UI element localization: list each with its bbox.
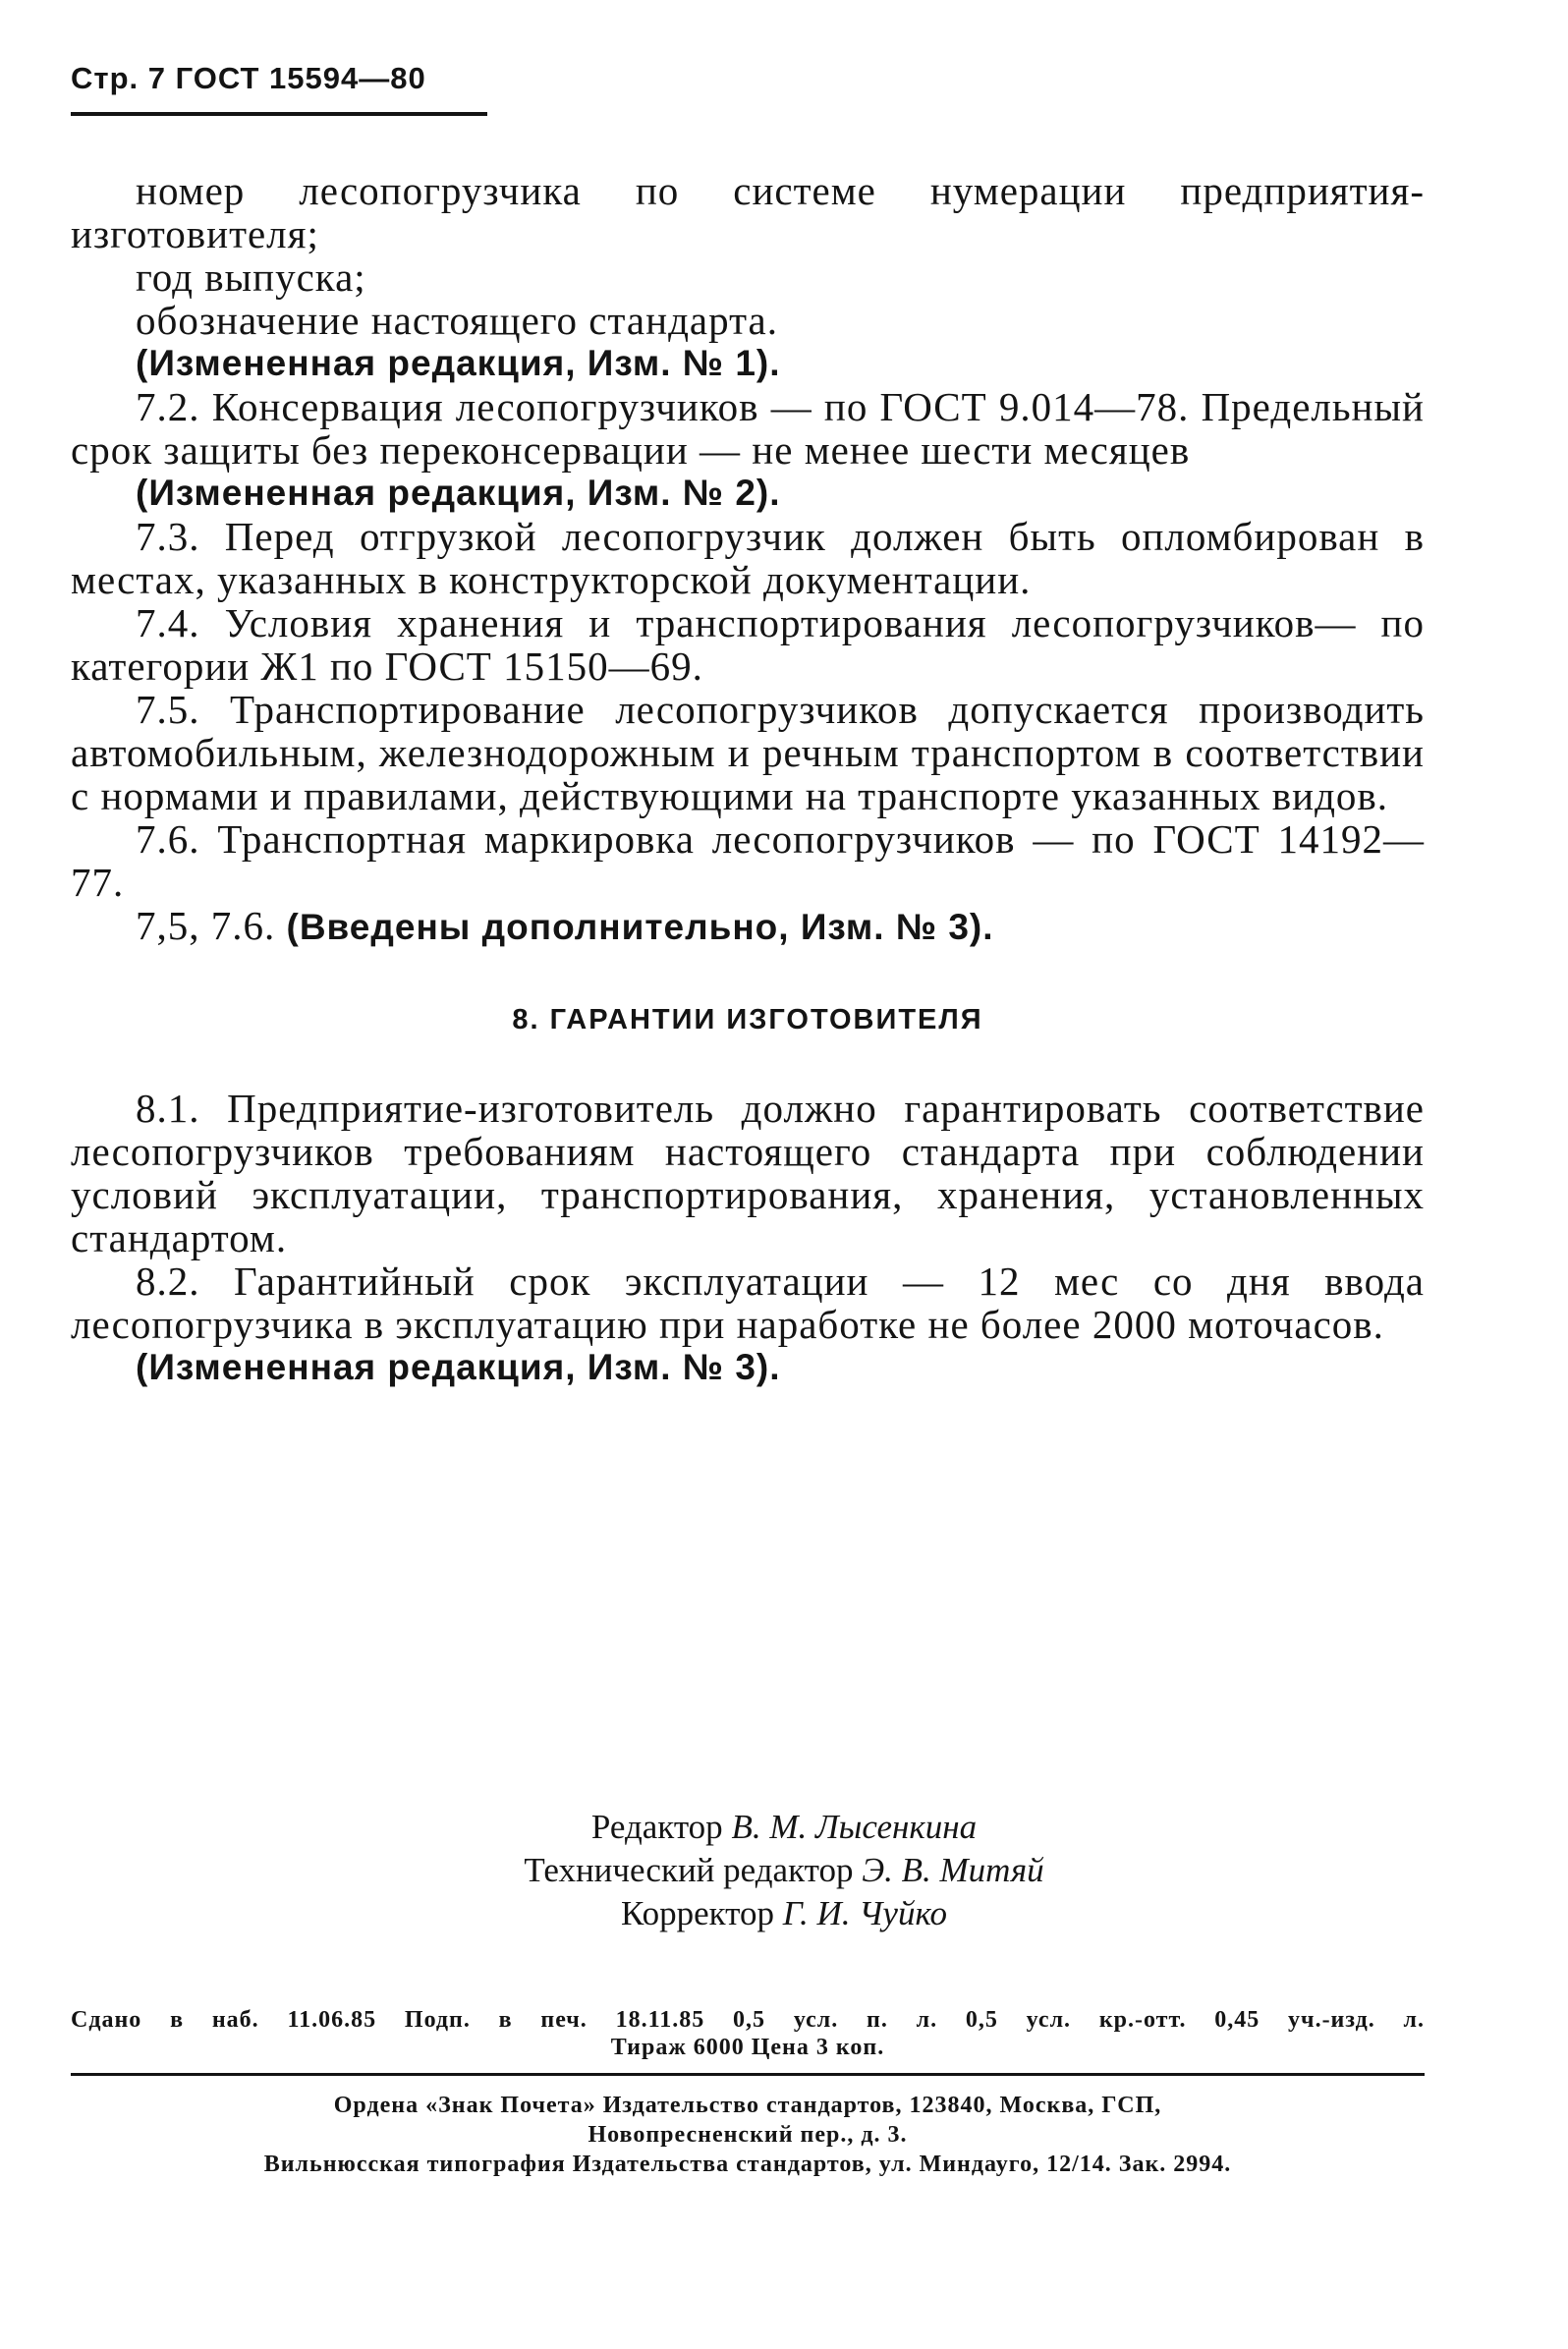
publisher-line-2: Новопресненский пер., д. 3. bbox=[588, 2122, 908, 2148]
amendment-note-1: (Измененная редакция, Изм. № 1). bbox=[136, 343, 781, 383]
paragraph-7-6: 7.6. Транспортная маркировка лесопогрузчиков — по ГОСТ 14192—77. bbox=[71, 816, 1425, 905]
imprint-line-circulation: Тираж 6000 Цена 3 коп. bbox=[610, 2035, 885, 2060]
amendment-note-2: (Измененная редакция, Изм. № 2). bbox=[136, 473, 781, 513]
credit-tech-editor bbox=[0, 1849, 1568, 1892]
publisher-block bbox=[71, 2091, 1425, 2179]
credit-tech-editor-role: Технический редактор bbox=[524, 1851, 854, 1889]
paragraph-7-2: 7.2. Консервация лесопогрузчиков — по ГОСТ 9.014—78. Предельный срок защиты без переконсервации — не менее шести месяцев bbox=[71, 384, 1425, 473]
intro-line-number: номер лесопогрузчика по системе нумерации предприятия-изготовителя; bbox=[71, 168, 1425, 256]
header-rule bbox=[71, 112, 487, 116]
credit-corrector bbox=[0, 1892, 1568, 1935]
amendment-note-3 bbox=[71, 904, 1425, 949]
credit-editor-name: В. М. Лысенкина bbox=[731, 1808, 978, 1846]
publisher-line-1: Ордена «Знак Почета» Издательство стандартов, 123840, Москва, ГСП, bbox=[333, 2093, 1162, 2118]
credit-tech-editor-name: Э. В. Митяй bbox=[862, 1851, 1044, 1889]
credit-corrector-name: Г. И. Чуйко bbox=[782, 1894, 947, 1932]
amendment-note-3-prefix: 7,5, 7.6. bbox=[136, 903, 276, 948]
paragraph-7-5: 7.5. Транспортирование лесопогрузчиков допускается производить автомобильным, железнодорожным и речным транспортом в соответствии с нормами и правилами, действующими на транспорте указанных видов. bbox=[71, 687, 1425, 818]
paragraph-8-2: 8.2. Гарантийный срок эксплуатации — 12 мес со дня ввода лесопогрузчика в эксплуатацию при наработке не более 2000 моточасов. bbox=[71, 1258, 1425, 1347]
publisher-line-3: Вильнюсская типография Издательства стандартов, ул. Миндауго, 12/14. Зак. 2994. bbox=[263, 2152, 1232, 2177]
imprint-rule bbox=[71, 2073, 1425, 2076]
paragraph-7-3: 7.3. Перед отгрузкой лесопогрузчик должен быть опломбирован в местах, указанных в конструкторской документации. bbox=[71, 514, 1425, 602]
credit-editor-role: Редактор bbox=[590, 1808, 723, 1846]
document-body bbox=[71, 169, 1425, 1389]
paragraph-8-1: 8.1. Предприятие-изготовитель должно гарантировать соответствие лесопогрузчиков требованиям настоящего стандарта при соблюдении условий эксплуатации, транспортирования, хранения, установленных стандартом. bbox=[71, 1086, 1425, 1260]
amendment-note-3-text: (Введены дополнительно, Изм. № 3). bbox=[286, 907, 994, 947]
credit-editor bbox=[0, 1806, 1568, 1849]
intro-line-year: год выпуска; bbox=[136, 254, 366, 300]
print-imprint bbox=[71, 2006, 1425, 2061]
credit-corrector-role: Корректор bbox=[620, 1894, 774, 1932]
paragraph-7-4: 7.4. Условия хранения и транспортирования лесопогрузчиков— по категории Ж1 по ГОСТ 15150—69. bbox=[71, 600, 1425, 689]
page-header: Стр. 7 ГОСТ 15594—80 bbox=[71, 61, 426, 95]
amendment-note-4: (Измененная редакция, Изм. № 3). bbox=[136, 1347, 781, 1387]
credits-block bbox=[0, 1806, 1568, 1935]
section-8-title: 8. ГАРАНТИИ ИЗГОТОВИТЕЛЯ bbox=[512, 1004, 983, 1035]
imprint-line-dates: Сдано в наб. 11.06.85 Подп. в печ. 18.11.85 0,5 усл. п. л. 0,5 усл. кр.-отт. 0,45 уч.-изд. л. bbox=[71, 2007, 1425, 2033]
intro-line-designation: обозначение настоящего стандарта. bbox=[136, 298, 778, 343]
